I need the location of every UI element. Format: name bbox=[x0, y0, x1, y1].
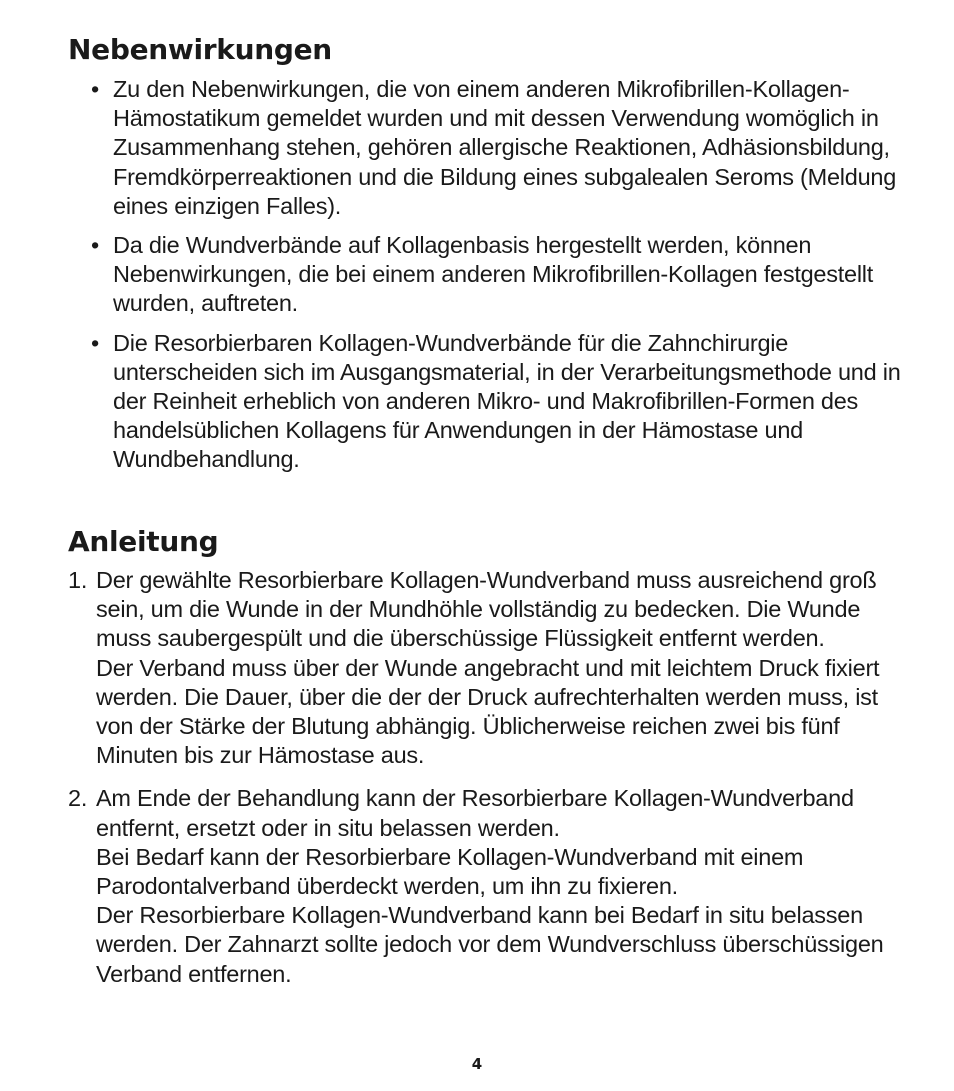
bullet-icon: • bbox=[91, 232, 99, 259]
page-number: 4 bbox=[471, 1055, 483, 1073]
instruction-step bbox=[68, 784, 896, 988]
step-paragraph: Am Ende der Behandlung kann der Resorbierbare Kollagen-Wundverband entfernt, ersetzt oder in situ belassen werden. bbox=[96, 785, 854, 841]
list-item bbox=[91, 75, 913, 221]
bullet-icon: • bbox=[91, 76, 99, 102]
step-paragraph: Der gewählte Resorbierbare Kollagen-Wundverband muss ausreichend groß sein, um die Wunde in der Mundhöhle vollständig zu bedecken. Die Wunde muss saubergespült und die überschüssige Flüssigkeit entfernt werden. bbox=[96, 567, 877, 652]
side-effects-list bbox=[91, 75, 913, 485]
step-paragraph: Bei Bedarf kann der Resorbierbare Kollagen-Wundverband mit einem Parodontalverband überdeckt werden, um ihn zu fixieren. bbox=[96, 843, 804, 900]
instructions-list bbox=[68, 566, 896, 1003]
list-item-text: Da die Wundverbände auf Kollagenbasis hergestellt werden, können Nebenwirkungen, die bei einem anderen Mikrofibrillen-Kollagen festgestellt wurden, auftreten. bbox=[113, 232, 874, 317]
step-paragraph: Der Verband muss über der Wunde angebracht und mit leichtem Druck fixiert werden. Die Dauer, über die der der Druck aufrechterhalten werden muss, ist von der Stärke der Blutung abhängig. Üblicherweise reichen zwei bis fünf Minuten bis zur Hämostase aus. bbox=[96, 654, 880, 769]
step-paragraph: Der Resorbierbare Kollagen-Wundverband kann bei Bedarf in situ belassen werden. Der Zahnarzt sollte jedoch vor dem Wundverschluss überschüssigen Verband entfernen. bbox=[96, 902, 884, 987]
step-number: 1. bbox=[68, 567, 88, 593]
instruction-step bbox=[68, 566, 896, 770]
bullet-icon: • bbox=[91, 329, 99, 356]
section-heading-anleitung: Anleitung bbox=[68, 525, 219, 558]
step-number: 2. bbox=[68, 785, 88, 812]
list-item-text: Zu den Nebenwirkungen, die von einem anderen Mikrofibrillen-Kollagen-Hämostatikum gemeldet wurden und mit dessen Verwendung womöglich in Zusammenhang stehen, gehören allergische Reaktionen, Adhäsionsbildung, Fremdkörperreaktionen und die Bildung eines subgalealen Seroms (Meldung eines einzigen Falles). bbox=[113, 76, 897, 219]
list-item bbox=[91, 329, 913, 475]
section-heading-nebenwirkungen: Nebenwirkungen bbox=[68, 33, 332, 66]
list-item-text: Die Resorbierbaren Kollagen-Wundverbände für die Zahnchirurgie unterscheiden sich im Ausgangsmaterial, in der Verarbeitungsmethode und in der Reinheit erheblich von anderen Mikro- und Makrofibrillen-Formen des handelsüblichen Kollagens für Anwendungen in der Hämostase und Wundbehandlung. bbox=[113, 329, 901, 473]
list-item bbox=[91, 231, 913, 319]
